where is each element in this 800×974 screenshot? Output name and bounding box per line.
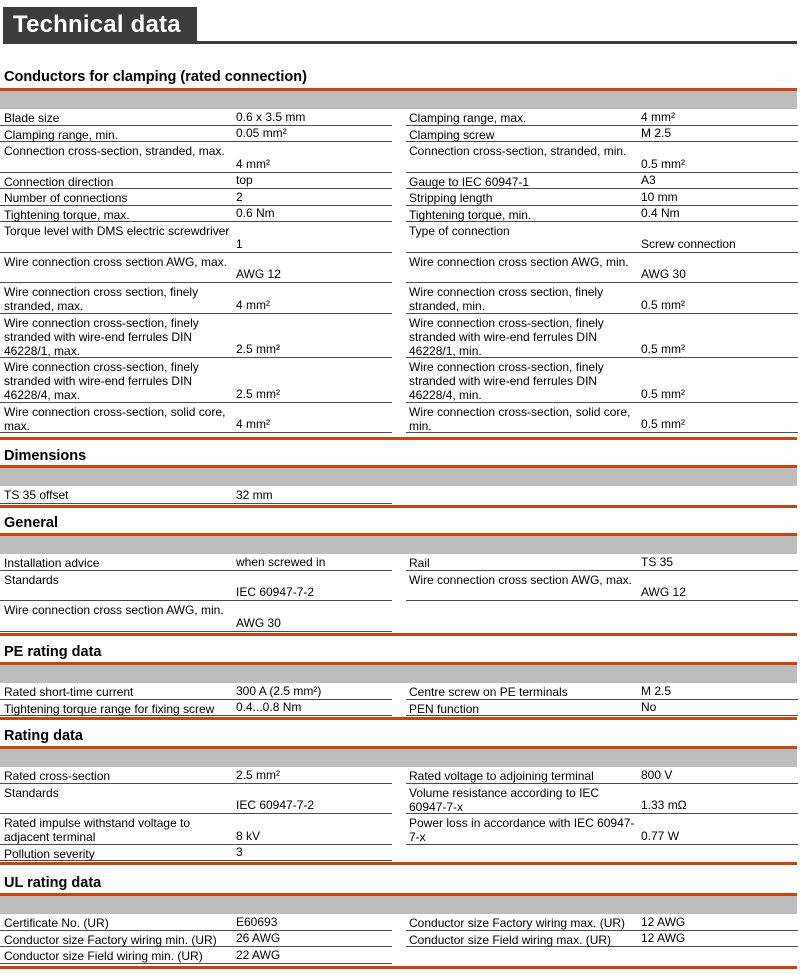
spec-value: 12 AWG — [641, 931, 686, 945]
spec-label: Connection cross-section, stranded, min. — [409, 144, 627, 158]
spec-value: 3 — [236, 845, 243, 859]
spec-label: Pollution severity — [4, 846, 95, 861]
spec-row — [406, 189, 798, 206]
section-heading-dimensions: Dimensions — [4, 448, 87, 464]
conductors-for-clamping-rated-connection-right-column — [406, 109, 798, 433]
spec-row — [0, 358, 392, 403]
spec-row — [406, 571, 798, 602]
section-heading-pe-rating-data: PE rating data — [4, 644, 102, 660]
spec-value: AWG 30 — [236, 615, 281, 630]
spec-label: Rated voltage to adjoining terminal — [409, 769, 594, 783]
spec-label: Standards — [4, 572, 59, 587]
title-divider — [3, 41, 797, 44]
spec-row — [0, 601, 392, 632]
spec-label: Wire connection cross section AWG, max. — [4, 254, 227, 269]
spec-row — [0, 845, 392, 862]
spec-row — [0, 126, 392, 143]
spec-row — [406, 700, 798, 717]
spec-row — [406, 931, 798, 948]
spec-value: 0.4...0.8 Nm — [236, 700, 302, 714]
spec-label: Tightening torque, max. — [4, 207, 130, 222]
spec-value: M 2.5 — [641, 126, 672, 140]
spec-row — [0, 189, 392, 206]
ul-rating-data-right-column — [406, 914, 798, 947]
spec-row — [0, 554, 392, 571]
spec-value: M 2.5 — [641, 683, 672, 698]
spec-row — [406, 683, 798, 700]
spec-row — [0, 571, 392, 602]
spec-label: Conductor size Factory wiring max. (UR) — [409, 916, 626, 930]
spec-value: E60693 — [236, 914, 278, 929]
spec-label: Clamping range, min. — [4, 127, 119, 142]
spec-value: when screwed in — [236, 554, 326, 569]
spec-label: Wire connection cross-section, finely stranded with wire-end ferrules DIN 46228/1, max. — [4, 315, 199, 358]
spec-value: Screw connection — [641, 236, 736, 251]
spec-value: TS 35 — [641, 554, 674, 569]
spec-label: Wire connection cross section, finely stranded, max. — [4, 285, 199, 313]
spec-label: Wire connection cross-section, solid core, min. — [409, 404, 631, 433]
spec-value: top — [236, 173, 253, 187]
spec-row — [0, 947, 392, 964]
spec-row — [0, 206, 392, 223]
spec-value: 0.6 Nm — [236, 206, 275, 220]
rating-data-right-column — [406, 767, 798, 845]
page-title: Technical data — [13, 11, 181, 38]
section-header-band — [0, 896, 797, 914]
section-header-band — [0, 468, 797, 486]
spec-label: Connection direction — [4, 174, 114, 189]
spec-row — [0, 142, 392, 173]
spec-value: 2.5 mm² — [236, 386, 281, 401]
spec-label: PEN function — [409, 701, 480, 716]
spec-row — [406, 314, 798, 359]
section-heading-rating-data: Rating data — [4, 728, 83, 744]
spec-row — [0, 814, 392, 845]
spec-label: Type of connection — [409, 224, 510, 238]
section-bottom-rule — [0, 437, 797, 440]
spec-label: Wire connection cross section AWG, min. — [4, 603, 224, 617]
section-bottom-rule — [0, 717, 797, 720]
spec-value: IEC 60947-7-2 — [236, 585, 315, 599]
spec-value: 2.5 mm² — [236, 342, 281, 356]
spec-value: AWG 12 — [236, 267, 281, 281]
general-right-column — [406, 554, 798, 601]
spec-value: 4 mm² — [236, 156, 270, 171]
spec-label: Connection cross-section, stranded, max. — [4, 144, 225, 158]
spec-label: Centre screw on PE terminals — [409, 685, 568, 699]
spec-label: Wire connection cross section AWG, min. — [409, 254, 629, 269]
section-bottom-rule — [0, 633, 797, 636]
spec-label: Rated short-time current — [4, 685, 134, 699]
rating-data-left-column — [0, 767, 392, 861]
spec-label: Gauge to IEC 60947-1 — [409, 174, 530, 189]
section-header-band — [0, 91, 797, 109]
spec-label: Clamping screw — [409, 127, 495, 142]
spec-value: 0.5 mm² — [641, 386, 686, 401]
spec-value: 0.5 mm² — [641, 342, 686, 356]
pe-rating-data-left-column — [0, 683, 392, 716]
spec-label: Installation advice — [4, 556, 100, 570]
spec-row — [0, 173, 392, 190]
spec-row — [0, 283, 392, 314]
spec-row — [406, 126, 798, 143]
spec-label: Stripping length — [409, 191, 493, 205]
spec-row — [406, 403, 798, 434]
spec-row — [406, 914, 798, 931]
spec-row — [0, 914, 392, 931]
spec-value: 1 — [236, 236, 243, 251]
spec-label: Wire connection cross-section, finely stranded with wire-end ferrules DIN 46228/1, min. — [409, 315, 604, 358]
spec-row — [0, 767, 392, 784]
spec-label: Wire connection cross-section, finely stranded with wire-end ferrules DIN 46228/4, max. — [4, 360, 199, 402]
spec-label: Rated cross-section — [4, 769, 111, 783]
spec-row — [406, 109, 798, 126]
spec-label: Conductor size Factory wiring min. (UR) — [4, 932, 217, 947]
section-heading-conductors-for-clamping-rated-connection: Conductors for clamping (rated connection) — [4, 69, 307, 85]
spec-row — [0, 486, 392, 504]
spec-row — [0, 683, 392, 700]
spec-value: 10 mm — [641, 189, 678, 204]
spec-value: 2 — [236, 189, 243, 204]
spec-value: 0.5 mm² — [641, 156, 686, 171]
spec-value: 22 AWG — [236, 947, 281, 962]
page-title-block — [3, 7, 197, 44]
spec-value: AWG 12 — [641, 585, 686, 599]
section-heading-ul-rating-data: UL rating data — [4, 875, 102, 891]
spec-label: TS 35 offset — [4, 488, 69, 502]
spec-row — [0, 931, 392, 948]
spec-label: Wire connection cross-section, finely stranded with wire-end ferrules DIN 46228/4, min. — [409, 360, 604, 402]
conductors-for-clamping-rated-connection-left-column — [0, 109, 392, 433]
spec-label: Rail — [409, 556, 430, 570]
spec-label: Rated impulse withstand voltage to adjacent terminal — [4, 816, 191, 844]
spec-label: Wire connection cross section AWG, max. — [409, 572, 632, 587]
spec-row — [0, 700, 392, 717]
spec-value: A3 — [641, 173, 656, 187]
section-bottom-rule — [0, 505, 797, 508]
spec-value: 1.33 mΩ — [641, 798, 687, 812]
spec-label: Clamping range, max. — [409, 111, 527, 125]
spec-row — [0, 109, 392, 126]
spec-label: Certificate No. (UR) — [4, 916, 109, 930]
spec-value: 26 AWG — [236, 931, 281, 945]
spec-value: 0.05 mm² — [236, 126, 287, 140]
spec-value: 12 AWG — [641, 914, 686, 929]
spec-label: Tightening torque, min. — [409, 207, 532, 222]
spec-row — [406, 206, 798, 223]
spec-label: Power loss in accordance with IEC 60947-7-x — [409, 816, 635, 844]
section-heading-general: General — [4, 515, 58, 531]
spec-value: 0.4 Nm — [641, 206, 680, 220]
spec-value: 0.6 x 3.5 mm — [236, 109, 306, 124]
spec-value: AWG 30 — [641, 267, 686, 281]
spec-value: 8 kV — [236, 828, 261, 843]
spec-row — [406, 358, 798, 403]
spec-value: 2.5 mm² — [236, 767, 281, 782]
spec-row — [406, 173, 798, 190]
spec-label: Standards — [4, 785, 59, 800]
spec-label: Volume resistance according to IEC 60947-7-x — [409, 785, 600, 814]
spec-label: Wire connection cross-section, solid core, max. — [4, 404, 226, 433]
spec-row — [406, 767, 798, 784]
spec-row — [0, 314, 392, 359]
spec-value: 800 V — [641, 767, 673, 782]
general-left-column — [0, 554, 392, 632]
spec-value: 0.5 mm² — [641, 297, 686, 312]
section-header-band — [0, 749, 797, 767]
section-bottom-rule — [0, 862, 797, 865]
spec-label: Conductor size Field wiring min. (UR) — [4, 949, 203, 963]
spec-value: 0.5 mm² — [641, 417, 686, 431]
spec-row — [406, 814, 798, 845]
spec-row — [406, 283, 798, 314]
spec-label: Tightening torque range for fixing screw — [4, 701, 215, 716]
spec-row — [406, 253, 798, 284]
spec-row — [406, 142, 798, 173]
spec-row — [0, 222, 392, 253]
spec-label: Blade size — [4, 111, 60, 125]
spec-row — [406, 554, 798, 571]
spec-row — [406, 784, 798, 815]
spec-label: Torque level with DMS electric screwdriver — [4, 224, 230, 238]
spec-label: Wire connection cross section, finely stranded, min. — [409, 285, 604, 313]
spec-value: 4 mm² — [641, 109, 675, 124]
section-header-band — [0, 665, 797, 683]
spec-value: 300 A (2.5 mm²) — [236, 683, 322, 698]
ul-rating-data-left-column — [0, 914, 392, 964]
section-bottom-rule — [0, 966, 797, 969]
spec-label: Conductor size Field wiring max. (UR) — [409, 932, 612, 947]
spec-row — [0, 784, 392, 815]
spec-value: 4 mm² — [236, 417, 270, 431]
dimensions-left-column — [0, 486, 392, 504]
spec-row — [406, 222, 798, 253]
spec-row — [0, 253, 392, 284]
spec-row — [0, 403, 392, 434]
spec-value: 32 mm — [236, 487, 273, 502]
spec-value: 4 mm² — [236, 297, 270, 312]
spec-label: Number of connections — [4, 191, 128, 205]
spec-value: 0.77 W — [641, 828, 680, 843]
section-header-band — [0, 536, 797, 554]
spec-value: No — [641, 700, 657, 714]
pe-rating-data-right-column — [406, 683, 798, 716]
spec-value: IEC 60947-7-2 — [236, 798, 315, 812]
